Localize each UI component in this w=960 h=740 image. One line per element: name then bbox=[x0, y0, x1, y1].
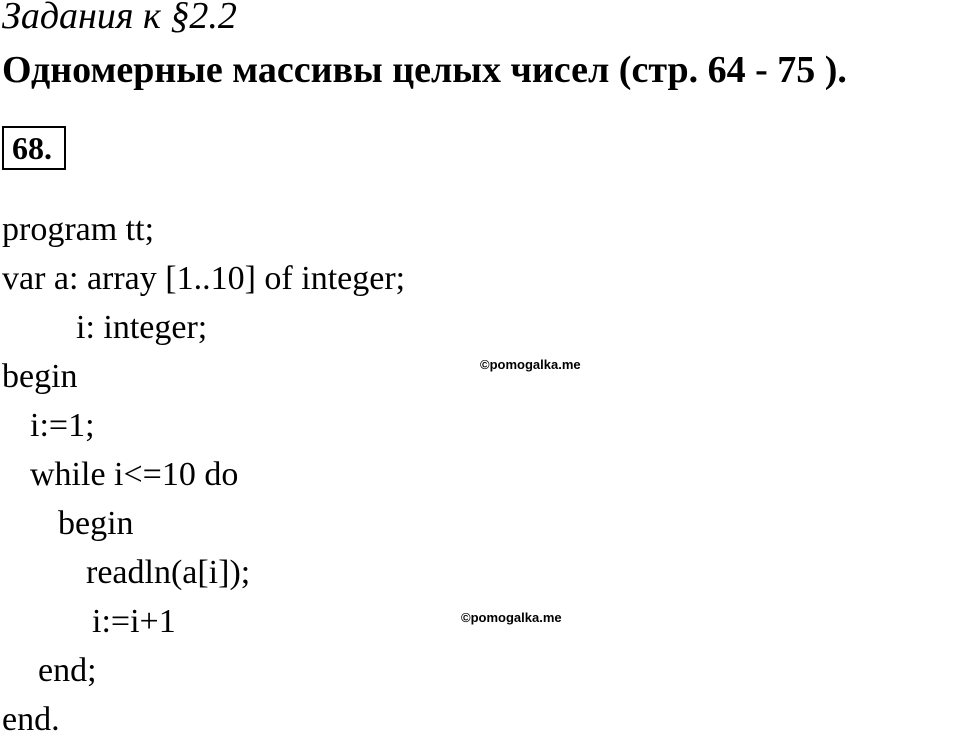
code-line: i: integer; bbox=[76, 309, 208, 346]
watermark: ©pomogalka.me bbox=[461, 610, 562, 625]
code-line: while i<=10 do bbox=[30, 456, 239, 493]
code-line: end. bbox=[2, 701, 60, 738]
code-line: i:=i+1 bbox=[92, 603, 176, 640]
watermark: ©pomogalka.me bbox=[480, 357, 581, 372]
task-number: 68. bbox=[2, 126, 66, 170]
topic-title: Одномерные массивы целых чисел (стр. 64 - 75 ). bbox=[2, 49, 847, 91]
code-line: end; bbox=[38, 652, 97, 689]
code-line: begin bbox=[58, 505, 134, 542]
code-line: var a: array [1..10] of integer; bbox=[2, 260, 406, 297]
code-line: program tt; bbox=[2, 211, 155, 248]
section-title: Задания к §2.2 bbox=[2, 0, 237, 37]
code-line: begin bbox=[2, 358, 78, 395]
code-line: readln(a[i]); bbox=[86, 554, 251, 591]
code-line: i:=1; bbox=[30, 407, 95, 444]
